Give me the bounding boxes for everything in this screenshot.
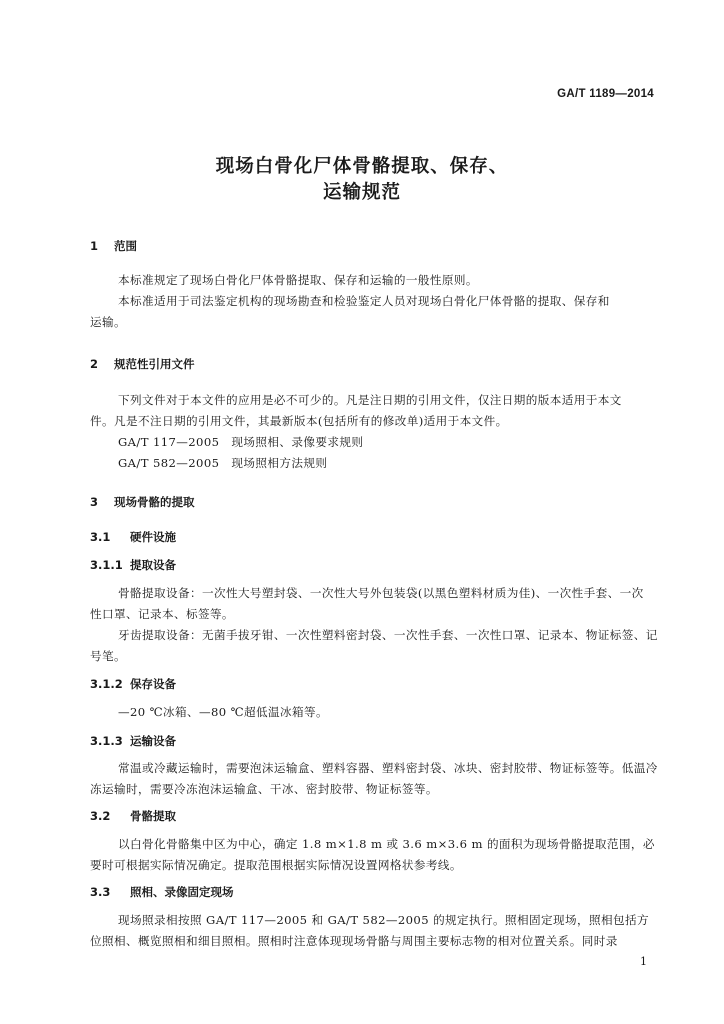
section-number: 3.1.2 (90, 677, 123, 691)
paragraph: 现场照录相按照 GA/T 117—2005 和 GA/T 582—2005 的规定执行。照相固定现场，照相包括方 (118, 913, 649, 927)
paragraph: 以白骨化骨骼集中区为中心，确定 1.8 m×1.8 m 或 3.6 m×3.6 m 的面积为现场骨骼提取范围，必 (118, 837, 655, 851)
paragraph-cont: 号笔。 (90, 649, 126, 663)
paragraph-cont: 冻运输时，需要冷冻泡沫运输盒、干冰、密封胶带、物证标签等。 (90, 782, 438, 796)
section-3-3-heading (90, 884, 234, 900)
document-title-line-1: 现场白骨化尸体骨骼提取、保存、 (215, 156, 509, 177)
section-title: 照相、录像固定现场 (130, 885, 234, 899)
section-1-heading (90, 238, 137, 254)
section-3-2-heading (90, 808, 176, 824)
paragraph: —20 ℃冰箱、—80 ℃超低温冰箱等。 (118, 705, 328, 719)
section-2-heading (90, 356, 195, 372)
section-title: 硬件设施 (130, 530, 176, 544)
section-title: 运输设备 (130, 734, 176, 748)
section-3-1-1-heading (90, 557, 176, 573)
paragraph: 常温或冷藏运输时，需要泡沫运输盒、塑料容器、塑料密封袋、冰块、密封胶带、物证标签等。低温冷 (118, 761, 658, 775)
section-number: 3.3 (90, 885, 111, 899)
section-title: 现场骨骼的提取 (114, 495, 195, 509)
section-3-heading (90, 494, 195, 510)
section-number: 2 (90, 357, 99, 371)
reference-item: GA/T 582—2005 现场照相方法规则 (118, 456, 328, 470)
page-number: 1 (640, 955, 647, 968)
standard-code: GA/T 1189—2014 (557, 88, 654, 100)
section-3-1-3-heading (90, 733, 176, 749)
section-1-paragraph-2: 本标准适用于司法鉴定机构的现场勘查和检验鉴定人员对现场白骨化尸体骨骼的提取、保存和 (118, 294, 610, 308)
section-number: 3.1.1 (90, 558, 123, 572)
section-title: 骨骼提取 (130, 809, 176, 823)
section-title: 规范性引用文件 (114, 357, 195, 371)
paragraph: 牙齿提取设备：无菌手拔牙钳、一次性塑料密封袋、一次性手套、一次性口罩、记录本、物证标签、记 (118, 628, 658, 642)
section-3-1-heading (90, 529, 176, 545)
section-number: 3.1 (90, 530, 111, 544)
section-title: 范围 (114, 239, 137, 253)
section-title: 保存设备 (130, 677, 176, 691)
section-2-paragraph-1-cont: 件。凡是不注日期的引用文件，其最新版本(包括所有的修改单)适用于本文件。 (90, 414, 508, 428)
paragraph-cont: 性口罩、记录本、标签等。 (90, 607, 234, 621)
section-title: 提取设备 (130, 558, 176, 572)
reference-item: GA/T 117—2005 现场照相、录像要求规则 (118, 435, 364, 449)
paragraph: 骨骼提取设备：一次性大号塑封袋、一次性大号外包装袋(以黑色塑料材质为佳)、一次性手套、一次 (118, 586, 644, 600)
section-number: 1 (90, 239, 99, 253)
section-number: 3 (90, 495, 99, 509)
section-2-paragraph-1: 下列文件对于本文件的应用是必不可少的。凡是注日期的引用文件，仅注日期的版本适用于本文 (118, 393, 622, 407)
document-title-line-2: 运输规范 (322, 182, 401, 203)
section-1-paragraph-1: 本标准规定了现场白骨化尸体骨骼提取、保存和运输的一般性原则。 (118, 273, 478, 287)
section-number: 3.2 (90, 809, 111, 823)
section-3-1-2-heading (90, 676, 176, 692)
section-1-paragraph-2-cont: 运输。 (90, 315, 126, 329)
paragraph-cont: 要时可根据实际情况确定。提取范围根据实际情况设置网格状参考线。 (90, 858, 462, 872)
section-number: 3.1.3 (90, 734, 123, 748)
paragraph-cont: 位照相、概览照相和细目照相。照相时注意体现现场骨骼与周围主要标志物的相对位置关系。同时录 (90, 934, 618, 948)
